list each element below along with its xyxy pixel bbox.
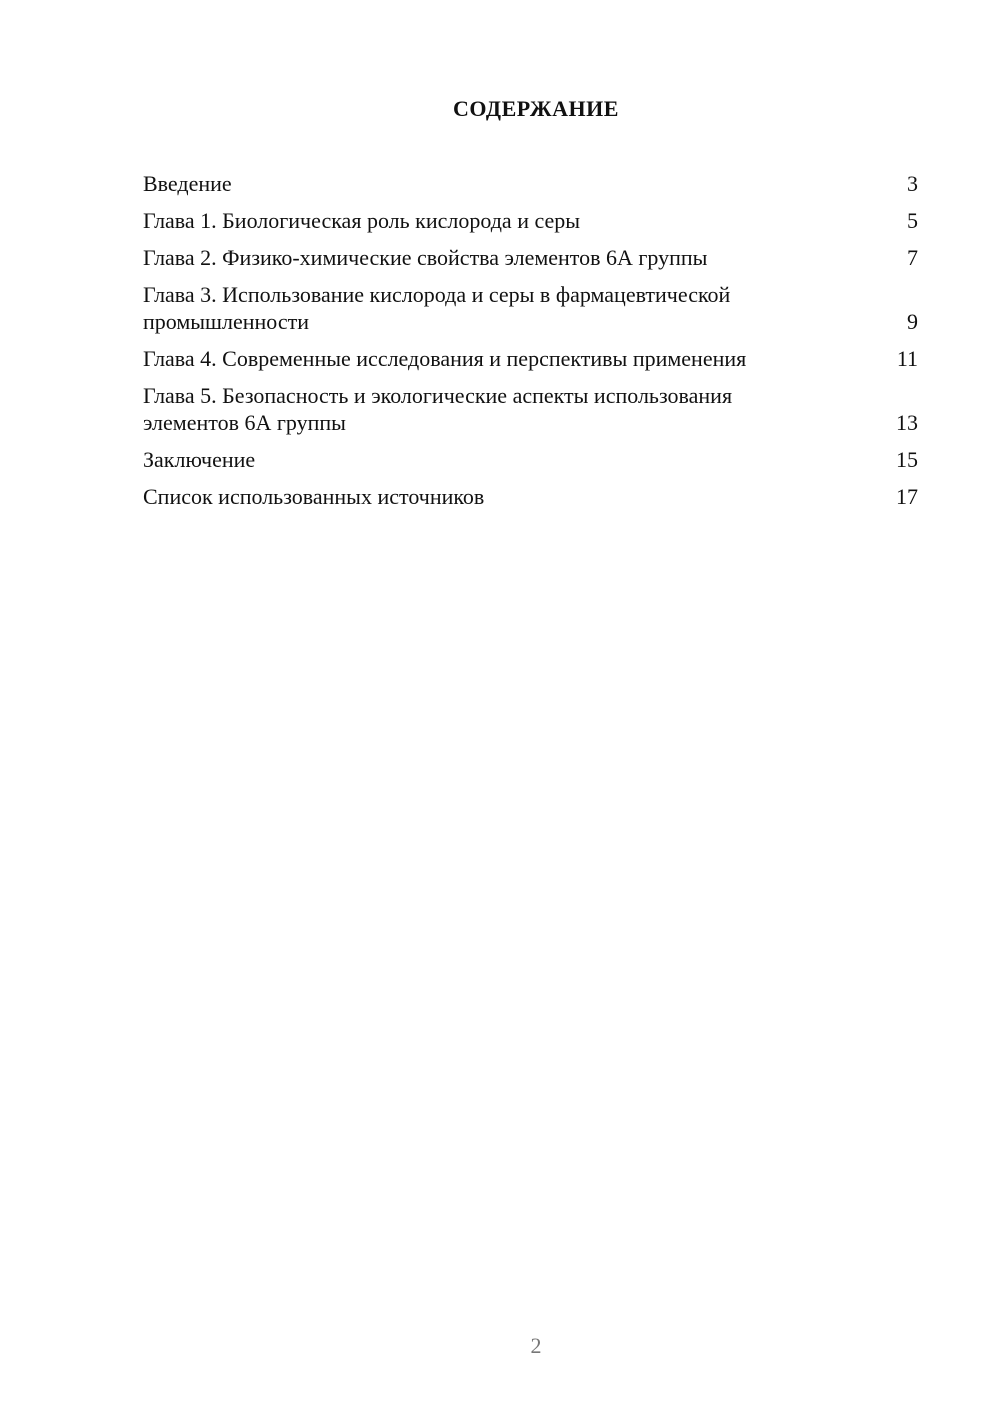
- page-number: 2: [530, 1333, 542, 1358]
- toc-entry-page: 7: [907, 245, 918, 270]
- toc-entry-page: 17: [896, 484, 918, 509]
- toc-entry-chapter-5: [143, 382, 918, 436]
- toc-entry-text: Глава 5. Безопасность и экологические аспекты использования элементов 6А группы: [143, 383, 733, 435]
- toc-entry-text: Введение: [143, 171, 232, 196]
- toc-entry-chapter-4: [143, 345, 918, 372]
- toc-entry-page: 11: [896, 346, 918, 371]
- toc-entry-text: Глава 3. Использование кислорода и серы в фармацевтической промышленности: [143, 282, 731, 334]
- toc-entry-page: 3: [907, 171, 918, 196]
- toc-entry-introduction: [143, 170, 918, 197]
- toc-entry-chapter-1: [143, 207, 918, 234]
- toc-entry-page: 5: [907, 208, 918, 233]
- toc-entry-chapter-2: [143, 244, 918, 271]
- toc-entry-references: [143, 483, 918, 510]
- table-of-contents: [143, 170, 918, 520]
- toc-entry-conclusion: [143, 446, 918, 473]
- toc-entry-page: 13: [896, 410, 918, 435]
- toc-entry-text: Список использованных источников: [143, 484, 485, 509]
- toc-title: СОДЕРЖАНИЕ: [453, 96, 619, 121]
- toc-entry-text: Глава 4. Современные исследования и перспективы применения: [143, 346, 747, 371]
- toc-entry-page: 9: [907, 309, 918, 334]
- toc-entry-text: Глава 2. Физико-химические свойства элементов 6А группы: [143, 245, 708, 270]
- toc-entry-chapter-3: [143, 281, 918, 335]
- toc-entry-page: 15: [896, 447, 918, 472]
- toc-entry-text: Глава 1. Биологическая роль кислорода и серы: [143, 208, 581, 233]
- toc-entry-text: Заключение: [143, 447, 256, 472]
